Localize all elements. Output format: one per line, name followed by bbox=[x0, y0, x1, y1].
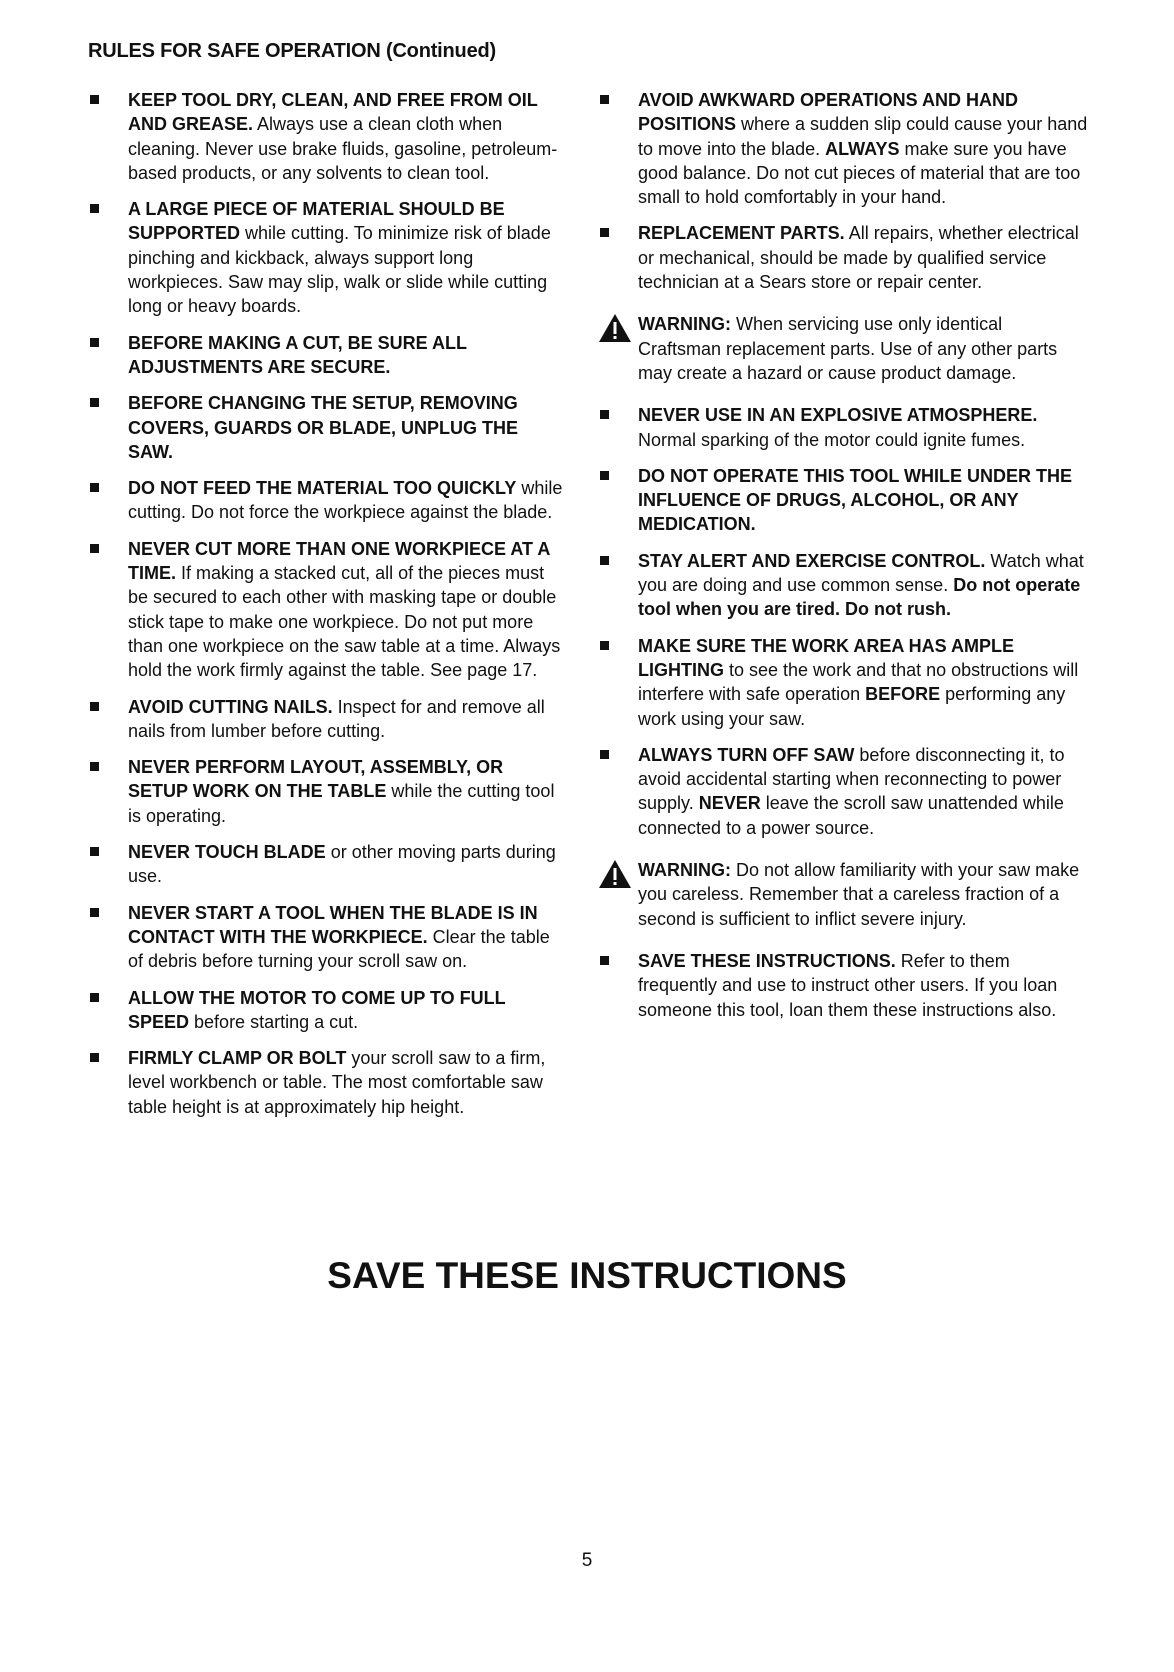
rule-item: ALLOW THE MOTOR TO COME UP TO FULL SPEED before starting a cut. bbox=[88, 986, 566, 1035]
square-bullet-icon bbox=[90, 204, 99, 213]
warning-triangle-icon bbox=[598, 313, 632, 343]
rule-item: FIRMLY CLAMP OR BOLT your scroll saw to a firm, level workbench or table. The most comfortable saw table height is at approximately hip height. bbox=[88, 1046, 566, 1119]
square-bullet-icon bbox=[600, 95, 609, 104]
square-bullet-icon bbox=[90, 398, 99, 407]
rule-item: NEVER USE IN AN EXPLOSIVE ATMOSPHERE. Normal sparking of the motor could ignite fumes. bbox=[598, 403, 1088, 452]
square-bullet-icon bbox=[90, 544, 99, 553]
square-bullet-icon bbox=[600, 471, 609, 480]
rule-item: SAVE THESE INSTRUCTIONS. Refer to them frequently and use to instruct other users. If you loan someone this tool, loan them these instructions also. bbox=[598, 949, 1088, 1022]
rule-item: NEVER PERFORM LAYOUT, ASSEMBLY, OR SETUP WORK ON THE TABLE while the cutting tool is operating. bbox=[88, 755, 566, 828]
rule-item: DO NOT FEED THE MATERIAL TOO QUICKLY while cutting. Do not force the workpiece against the blade. bbox=[88, 476, 566, 525]
rule-item: KEEP TOOL DRY, CLEAN, AND FREE FROM OIL AND GREASE. Always use a clean cloth when cleaning. Never use brake fluids, gasoline, petroleum-based products, or any solvents to clean tool. bbox=[88, 88, 566, 185]
square-bullet-icon bbox=[600, 750, 609, 759]
save-instructions-title: SAVE THESE INSTRUCTIONS bbox=[327, 1255, 847, 1296]
rule-item: DO NOT OPERATE THIS TOOL WHILE UNDER THE INFLUENCE OF DRUGS, ALCOHOL, OR ANY MEDICATION. bbox=[598, 464, 1088, 537]
square-bullet-icon bbox=[600, 956, 609, 965]
square-bullet-icon bbox=[90, 338, 99, 347]
square-bullet-icon bbox=[90, 702, 99, 711]
rule-item: ALWAYS TURN OFF SAW before disconnecting it, to avoid accidental starting when reconnecting to power supply. NEVER leave the scroll saw unattended while connected to a power source. bbox=[598, 743, 1088, 840]
rule-item: AVOID CUTTING NAILS. Inspect for and remove all nails from lumber before cutting. bbox=[88, 695, 566, 744]
rule-item: A LARGE PIECE OF MATERIAL SHOULD BE SUPPORTED while cutting. To minimize risk of blade pinching and kickback, always support long workpieces. Saw may slip, walk or slide while cutting long or heavy boards. bbox=[88, 197, 566, 318]
rule-item: REPLACEMENT PARTS. All repairs, whether electrical or mechanical, should be made by qualified service technician at a Sears store or repair center. bbox=[598, 221, 1088, 294]
left-column bbox=[88, 88, 566, 1131]
square-bullet-icon bbox=[90, 1053, 99, 1062]
warning-note: WARNING: When servicing use only identical Craftsman replacement parts. Use of any other parts may create a hazard or cause product damage. bbox=[598, 312, 1088, 385]
section-heading: RULES FOR SAFE OPERATION (Continued) bbox=[88, 40, 496, 62]
right-column bbox=[598, 88, 1088, 1034]
warning-triangle-icon bbox=[598, 859, 632, 889]
square-bullet-icon bbox=[90, 993, 99, 1002]
warning-note: WARNING: Do not allow familiarity with your saw make you careless. Remember that a careless fraction of a second is sufficient to inflict severe injury. bbox=[598, 858, 1088, 931]
square-bullet-icon bbox=[600, 641, 609, 650]
rule-item: NEVER CUT MORE THAN ONE WORKPIECE AT A TIME. If making a stacked cut, all of the pieces must be secured to each other with masking tape or double stick tape to make one workpiece. Do not put more than one workpiece on the saw table at a time. Always hold the work firmly against the table. See page 17. bbox=[88, 537, 566, 683]
rule-item: NEVER START A TOOL WHEN THE BLADE IS IN CONTACT WITH THE WORKPIECE. Clear the table of debris before turning your scroll saw on. bbox=[88, 901, 566, 974]
square-bullet-icon bbox=[90, 908, 99, 917]
rule-item: BEFORE CHANGING THE SETUP, REMOVING COVERS, GUARDS OR BLADE, UNPLUG THE SAW. bbox=[88, 391, 566, 464]
rule-item: NEVER TOUCH BLADE or other moving parts during use. bbox=[88, 840, 566, 889]
page-number: 5 bbox=[581, 1550, 593, 1571]
rule-item: MAKE SURE THE WORK AREA HAS AMPLE LIGHTING to see the work and that no obstructions will interfere with safe operation BEFORE performing any work using your saw. bbox=[598, 634, 1088, 731]
rule-item: BEFORE MAKING A CUT, BE SURE ALL ADJUSTMENTS ARE SECURE. bbox=[88, 331, 566, 380]
rule-item: AVOID AWKWARD OPERATIONS AND HAND POSITIONS where a sudden slip could cause your hand to move into the blade. ALWAYS make sure you have good balance. Do not cut pieces of material that are too small to hold comfortably in your hand. bbox=[598, 88, 1088, 209]
square-bullet-icon bbox=[600, 228, 609, 237]
square-bullet-icon bbox=[90, 95, 99, 104]
square-bullet-icon bbox=[90, 483, 99, 492]
square-bullet-icon bbox=[600, 410, 609, 419]
square-bullet-icon bbox=[600, 556, 609, 565]
square-bullet-icon bbox=[90, 847, 99, 856]
square-bullet-icon bbox=[90, 762, 99, 771]
rule-item: STAY ALERT AND EXERCISE CONTROL. Watch what you are doing and use common sense. Do not operate tool when you are tired. Do not rush. bbox=[598, 549, 1088, 622]
